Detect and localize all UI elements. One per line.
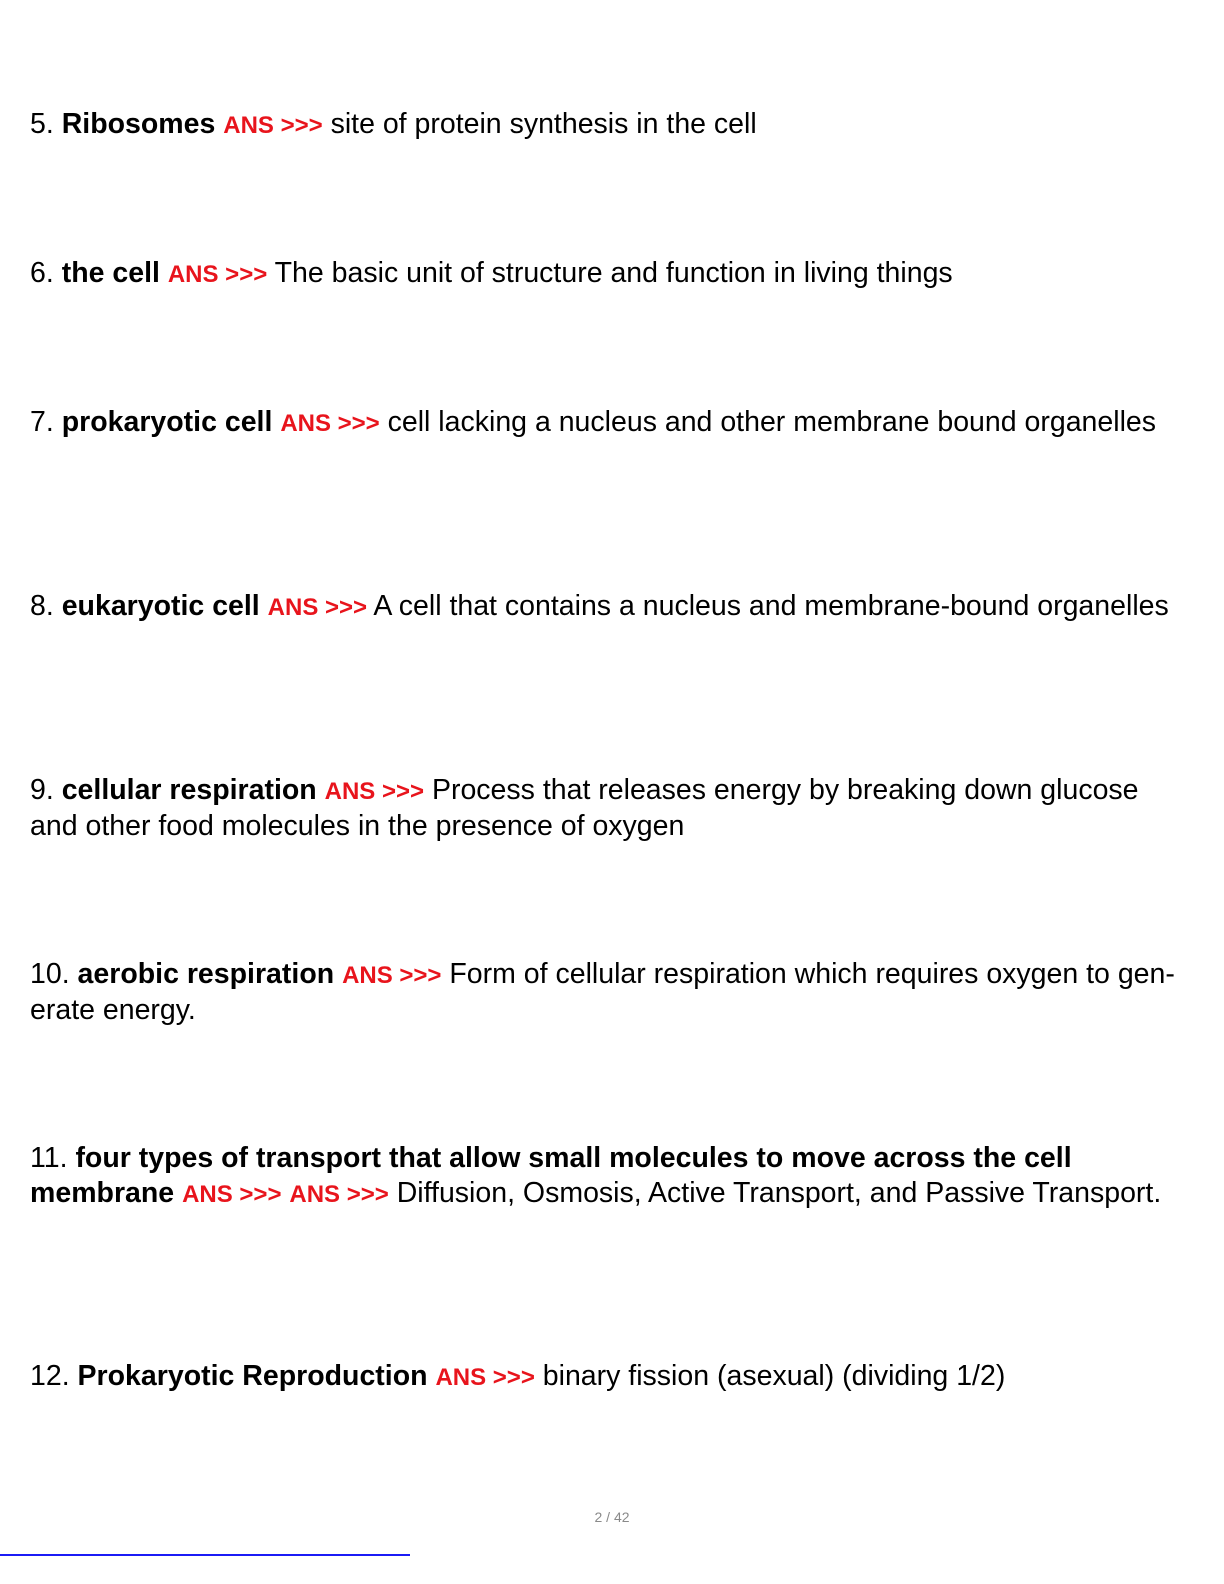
qa-item-8 [30, 589, 1190, 625]
footer-rule [0, 1554, 410, 1556]
page-number: 2 / 42 [594, 1509, 630, 1525]
term-text: four types of transport that allow small molecules to move across the cell membrane [30, 1142, 1072, 1209]
item-number: 11. [30, 1142, 68, 1174]
term-text: the cell [61, 257, 160, 289]
item-number: 5. [30, 108, 54, 140]
item-number: 6. [30, 257, 54, 289]
qa-item-6 [30, 256, 1190, 292]
term-text: eukaryotic cell [61, 590, 260, 622]
definition-text: The basic unit of structure and function in living things [274, 257, 953, 289]
item-number: 12. [30, 1360, 70, 1392]
definition-text: binary fission (asexual) (dividing 1/2) [542, 1360, 1006, 1392]
answer-marker: ANS >>> [167, 261, 268, 288]
answer-marker: ANS >>> [435, 1364, 535, 1391]
definition-text: Diffusion, Osmosis, Active Transport, and Passive Transport. [396, 1177, 1162, 1209]
term-text: Ribosomes [61, 108, 216, 140]
answer-marker-repeat: ANS >>> [289, 1181, 389, 1208]
qa-item-5 [30, 107, 1190, 143]
term-text: aerobic respiration [77, 958, 335, 990]
qa-item-7 [30, 405, 1190, 441]
answer-marker: ANS >>> [267, 594, 368, 621]
qa-item-12 [30, 1359, 1190, 1395]
answer-marker: ANS >>> [223, 112, 323, 139]
item-number: 7. [30, 406, 54, 438]
definition-text: cell lacking a nucleus and other membrane bound organelles [387, 406, 1157, 438]
definition-text: Form of cellular respiration which requires oxygen to gen- erate energy. [30, 958, 1175, 1026]
item-number: 8. [30, 590, 54, 622]
qa-item-11 [30, 1141, 1190, 1212]
item-number: 10. [30, 958, 70, 990]
term-text: prokaryotic cell [61, 406, 273, 438]
qa-item-9 [30, 773, 1190, 844]
definition-text: Process that releases energy by breaking down glucose and other food molecules in the presence of oxygen [30, 774, 1139, 842]
definition-text: A cell that contains a nucleus and membrane-bound organelles [373, 590, 1169, 622]
term-text: cellular respiration [61, 774, 317, 806]
answer-marker: ANS >>> [324, 778, 425, 805]
item-number: 9. [30, 774, 54, 806]
qa-item-10 [30, 957, 1190, 1028]
definition-text: site of protein synthesis in the cell [330, 108, 757, 140]
answer-marker: ANS >>> [342, 962, 442, 989]
answer-marker: ANS >>> [280, 410, 380, 437]
answer-marker: ANS >>> [182, 1181, 282, 1208]
term-text: Prokaryotic Reproduction [77, 1360, 428, 1392]
